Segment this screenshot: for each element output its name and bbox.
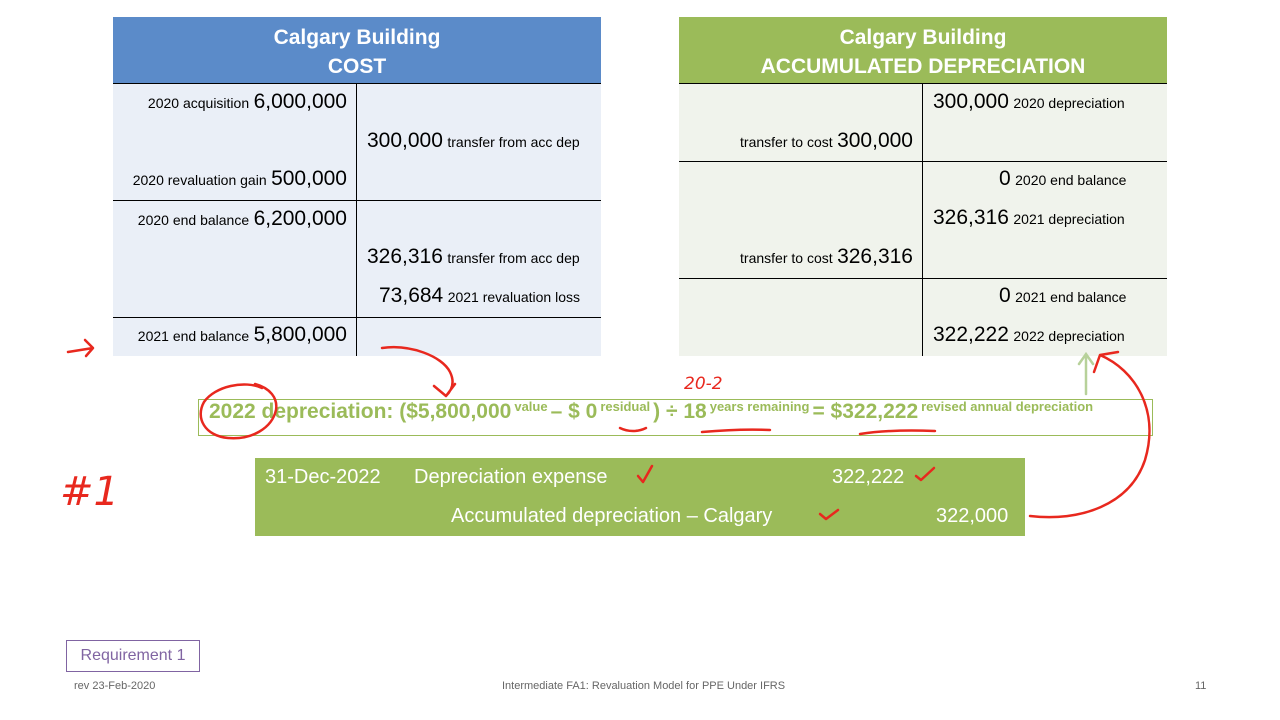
accdep-entry: 322,222 2022 depreciation (933, 323, 1125, 346)
formula-prefix: 2022 depreciation: ($5,800,000 (209, 400, 512, 423)
journal-debit-account: Depreciation expense (414, 466, 608, 488)
cost-entry: 2021 end balance 5,800,000 (137, 323, 347, 346)
divider (679, 278, 1167, 279)
accdep-account (679, 17, 1167, 356)
t-account-center-line (356, 83, 357, 356)
divider (113, 317, 601, 318)
cost-entry: 326,316 transfer from acc dep (367, 245, 580, 268)
footer-revision: rev 23-Feb-2020 (74, 680, 156, 692)
accdep-account-header (679, 17, 1167, 83)
formula-divide: ) ÷ 18 (653, 400, 707, 423)
requirement-1-button[interactable]: Requirement 1 (66, 640, 200, 672)
formula-years-label: years remaining (709, 399, 810, 414)
t-account-center-line (922, 83, 923, 356)
formula-value-label: value (514, 399, 548, 414)
journal-credit-account: Accumulated depreciation – Calgary (451, 505, 773, 527)
divider (679, 161, 1167, 162)
formula-residual-label: residual (600, 399, 651, 414)
cost-title-line1: Calgary Building (273, 26, 441, 49)
accdep-title-line1: Calgary Building (839, 26, 1007, 49)
divider (113, 83, 601, 84)
cost-title-line2: COST (327, 55, 387, 78)
accdep-entry: transfer to cost 300,000 (740, 129, 913, 152)
footer-course-title: Intermediate FA1: Revaluation Model for PPE Under IFRS (502, 680, 786, 692)
journal-entry (255, 458, 1025, 536)
cost-entry: 73,684 2021 revaluation loss (379, 284, 580, 307)
divider (113, 200, 601, 201)
accdep-entry: 0 2020 end balance (999, 167, 1127, 190)
handwritten-note-number: #1 (60, 469, 119, 515)
formula-minus-residual: – $ 0 (550, 400, 598, 423)
cost-entry: 2020 revaluation gain 500,000 (132, 167, 347, 190)
journal-credit-amount: 322,000 (936, 505, 1009, 527)
accdep-entry: 326,316 2021 depreciation (933, 206, 1125, 229)
accdep-entry: transfer to cost 326,316 (740, 245, 913, 268)
journal-date: 31-Dec-2022 (265, 466, 381, 488)
cost-entry: 300,000 transfer from acc dep (367, 129, 580, 152)
footer-page-number: 11 (1195, 680, 1207, 692)
depreciation-formula (198, 399, 1153, 436)
cost-account (113, 17, 601, 356)
cost-account-header (113, 17, 601, 83)
divider (679, 83, 1167, 84)
formula-result-label: revised annual depreciation (921, 399, 1094, 414)
cost-entry: 2020 acquisition 6,000,000 (147, 90, 347, 113)
accdep-title-line2: ACCUMULATED DEPRECIATION (760, 55, 1086, 78)
accdep-entry: 0 2021 end balance (999, 284, 1127, 307)
cost-entry: 2020 end balance 6,200,000 (137, 207, 347, 230)
handwritten-note-years: 20-2 (684, 374, 723, 394)
accdep-entry: 300,000 2020 depreciation (933, 90, 1125, 113)
formula-equals: = $322,222 (812, 400, 919, 423)
journal-debit-amount: 322,222 (832, 466, 905, 488)
